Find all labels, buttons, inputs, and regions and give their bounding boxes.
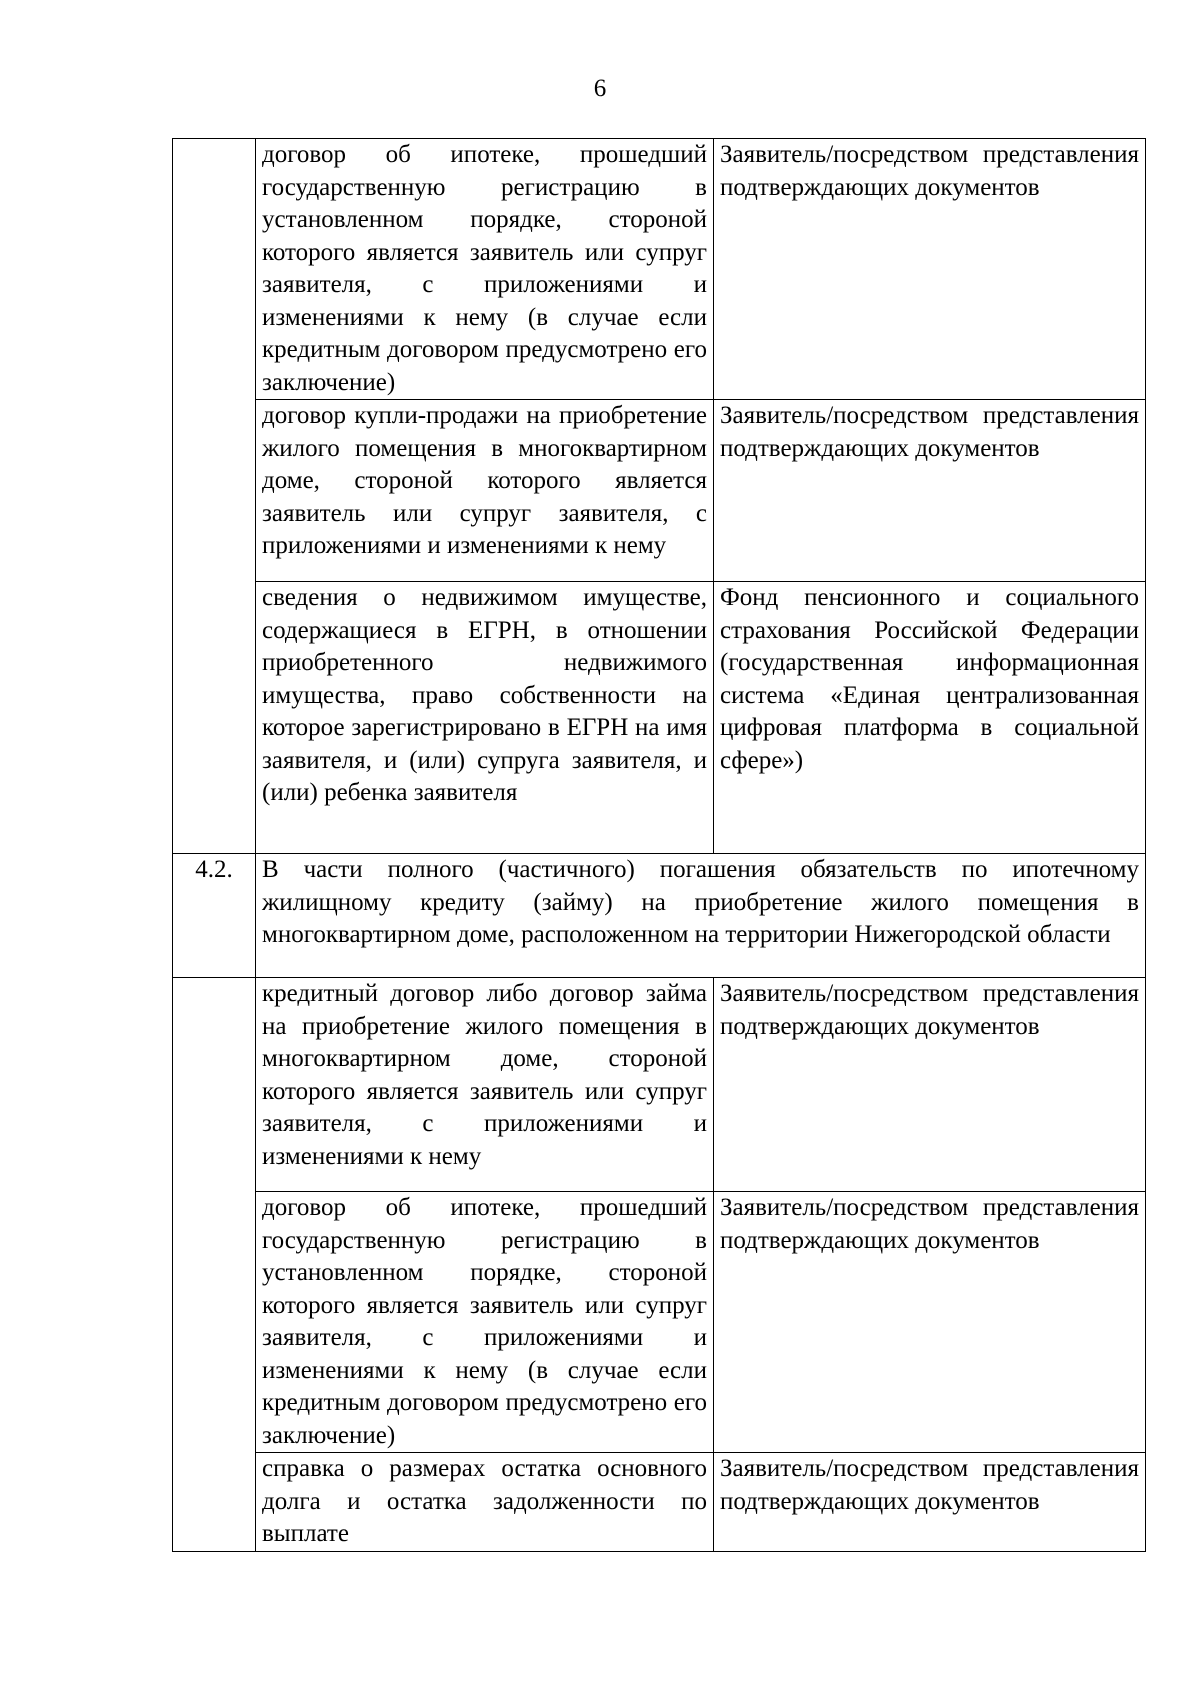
table-row (173, 978, 1146, 1192)
page-number: 6 (593, 75, 607, 102)
document-cell: договор об ипотеке, прошедший государственную регистрацию в установленном порядке, стороной которого является заявитель или супруг заявителя, с приложениями и изменениями к нему (в случае если кредитным договором предусмотрено его заключение) (256, 139, 714, 400)
table-row (173, 1192, 1146, 1453)
documents-table (172, 138, 1146, 1552)
section-row (173, 854, 1146, 978)
table-row (173, 139, 1146, 400)
row-number-cell (173, 400, 256, 582)
section-number: 4.2. (173, 854, 256, 978)
row-number-cell (173, 139, 256, 400)
document-cell: договор купли-продажи на приобретение жилого помещения в многоквартирном доме, стороной которого является заявитель или супруг заявителя, с приложениями и изменениями к нему (256, 400, 714, 582)
row-number-cell (173, 978, 256, 1192)
source-cell: Заявитель/посредством представления подтверждающих документов (714, 1453, 1146, 1552)
table-row (173, 400, 1146, 582)
document-cell: кредитный договор либо договор займа на приобретение жилого помещения в многоквартирном доме, стороной которого является заявитель или супруг заявителя, с приложениями и изменениями к нему (256, 978, 714, 1192)
document-cell: сведения о недвижимом имуществе, содержащиеся в ЕГРН, в отношении приобретенного недвижимого имущества, право собственности на которое зарегистрировано в ЕГРН на имя заявителя, и (или) супруга заявителя, и (или) ребенка заявителя (256, 582, 714, 854)
source-cell: Заявитель/посредством представления подтверждающих документов (714, 978, 1146, 1192)
source-cell: Фонд пенсионного и социального страхования Российской Федерации (государственная информационная система «Единая централизованная цифровая платформа в социальной сфере») (714, 582, 1146, 854)
section-title: В части полного (частичного) погашения обязательств по ипотечному жилищному кредиту (займу) на приобретение жилого помещения в многоквартирном доме, расположенном на территории Нижегородской области (256, 854, 1146, 978)
source-cell: Заявитель/посредством представления подтверждающих документов (714, 139, 1146, 400)
document-cell: справка о размерах остатка основного долга и остатка задолженности по выплате (256, 1453, 714, 1552)
document-cell: договор об ипотеке, прошедший государственную регистрацию в установленном порядке, стороной которого является заявитель или супруг заявителя, с приложениями и изменениями к нему (в случае если кредитным договором предусмотрено его заключение) (256, 1192, 714, 1453)
source-cell: Заявитель/посредством представления подтверждающих документов (714, 400, 1146, 582)
row-number-cell (173, 1453, 256, 1552)
row-number-cell (173, 582, 256, 854)
row-number-cell (173, 1192, 256, 1453)
source-cell: Заявитель/посредством представления подтверждающих документов (714, 1192, 1146, 1453)
table-row (173, 582, 1146, 854)
table-row (173, 1453, 1146, 1552)
